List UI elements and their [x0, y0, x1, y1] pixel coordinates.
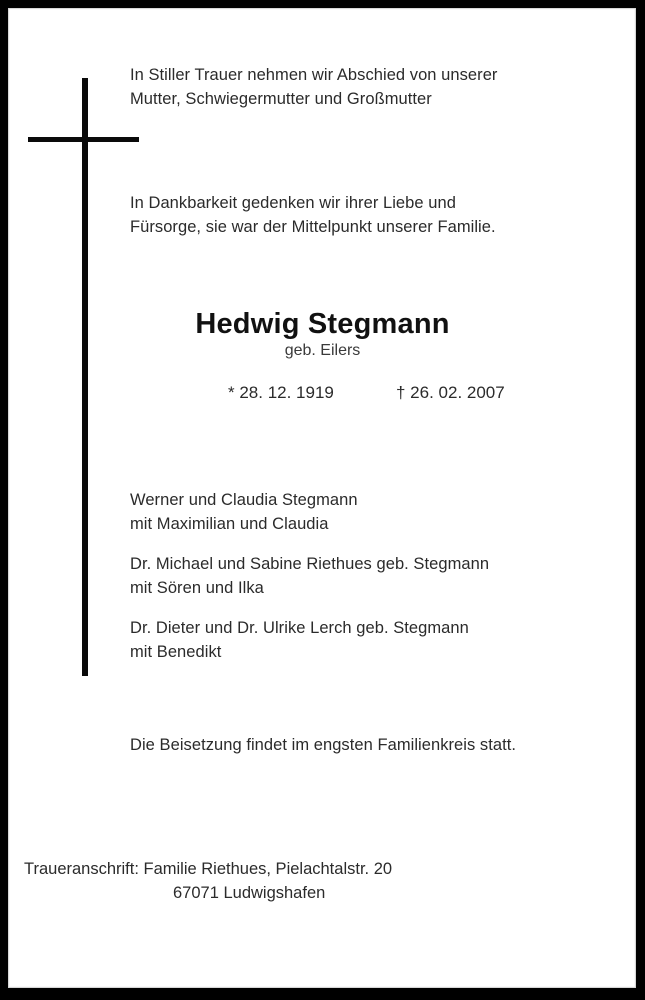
intro-line-1: In Stiller Trauer nehmen wir Abschied von unserer	[130, 66, 498, 84]
gratitude-line-2: Fürsorge, sie war der Mittelpunkt unserer Familie.	[130, 218, 496, 236]
mourner-children: mit Sören und Ilka	[130, 579, 264, 597]
mourner-family	[130, 488, 489, 536]
intro-text	[130, 63, 497, 111]
mourners-list	[130, 488, 489, 680]
deceased-birth-name: geb. Eilers	[284, 342, 361, 359]
birth-date: * 28. 12. 1919	[228, 383, 334, 402]
mourner-children: mit Maximilian und Claudia	[130, 515, 329, 533]
mourning-address	[24, 857, 392, 905]
burial-note: Die Beisetzung findet im engsten Familienkreis statt.	[130, 736, 516, 754]
address-line-1: Traueranschrift: Familie Riethues, Pielachtalstr. 20	[24, 860, 393, 878]
cross-vertical-bar	[82, 78, 88, 676]
mourner-family	[130, 552, 489, 600]
mourner-names: Werner und Claudia Stegmann	[130, 491, 358, 509]
death-date: † 26. 02. 2007	[396, 383, 505, 402]
mourner-family	[130, 616, 489, 664]
intro-line-2: Mutter, Schwiegermutter und Großmutter	[130, 90, 432, 108]
deceased-name: Hedwig Stegmann	[195, 308, 450, 340]
cross-horizontal-bar	[28, 137, 139, 142]
gratitude-line-1: In Dankbarkeit gedenken wir ihrer Liebe und	[130, 194, 456, 212]
mourner-children: mit Benedikt	[130, 643, 222, 661]
mourner-names: Dr. Dieter und Dr. Ulrike Lerch geb. Stegmann	[130, 619, 469, 637]
address-line-2: 67071 Ludwigshafen	[173, 884, 326, 902]
gratitude-text	[130, 191, 496, 239]
mourner-names: Dr. Michael und Sabine Riethues geb. Stegmann	[130, 555, 490, 573]
